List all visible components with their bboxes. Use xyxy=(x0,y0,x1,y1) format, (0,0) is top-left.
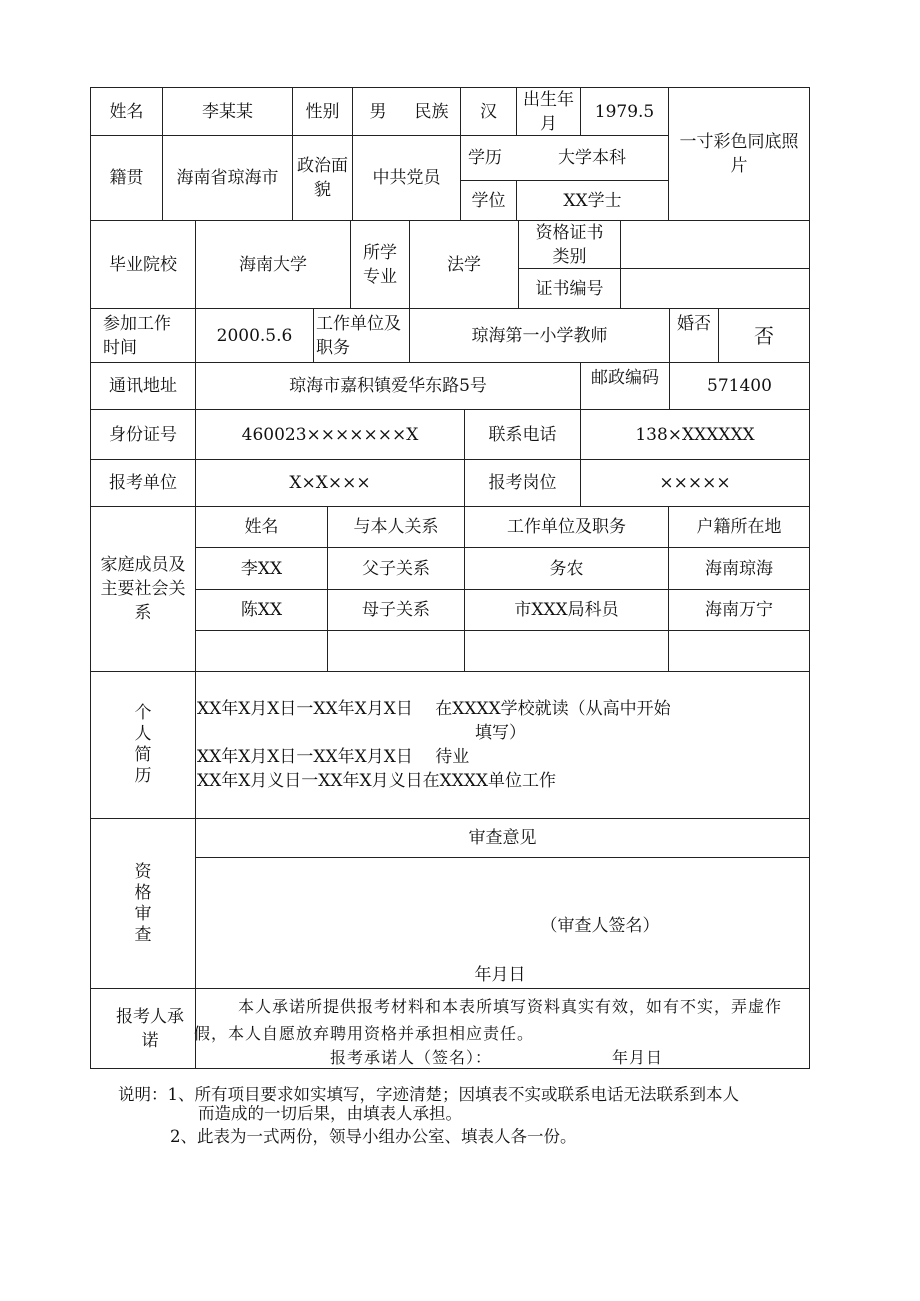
pledge-signer: 报考承诺人（签名）： xyxy=(330,1048,493,1067)
birth-value[interactable]: 1979.5 xyxy=(594,101,655,122)
pledge-signature-line[interactable] xyxy=(330,1045,663,1068)
major-value[interactable]: 法学 xyxy=(447,254,481,275)
education-label: 学历 xyxy=(468,148,502,168)
unit-value[interactable]: X×X××× xyxy=(289,473,371,493)
id-value[interactable]: 460023×××××××X xyxy=(241,424,419,445)
pledge-date: 年月日 xyxy=(612,1048,664,1067)
postal-label: 邮政编码 xyxy=(591,368,659,388)
review-title: 审查意见 xyxy=(468,828,537,848)
ethnicity-label: 民族 xyxy=(414,101,449,122)
degree-value[interactable]: XX学士 xyxy=(563,190,622,211)
employer-value[interactable]: 琼海第一小学教师 xyxy=(471,325,608,346)
resume-label: 个人简历 xyxy=(134,703,152,786)
resume-line-3: XX年X月义日一XX年X月义日在XXXX单位工作 xyxy=(197,771,557,791)
name-label: 姓名 xyxy=(109,101,144,122)
political-value[interactable]: 中共党员 xyxy=(372,168,441,188)
family-header-name: 姓名 xyxy=(244,517,279,537)
education-value[interactable]: 大学本科 xyxy=(558,148,626,168)
married-value[interactable]: 否 xyxy=(754,323,774,348)
address-value[interactable]: 琼海市嘉积镇爱华东路5号 xyxy=(289,376,487,396)
id-label: 身份证号 xyxy=(109,424,177,445)
native-value[interactable]: 海南省琼海市 xyxy=(176,168,279,188)
cert-no-value[interactable] xyxy=(621,269,809,308)
family-row-1-name[interactable]: 李XX xyxy=(240,558,283,579)
gender-value[interactable]: 男 xyxy=(369,101,387,122)
birth-label: 出生年月 xyxy=(523,89,574,134)
family-row-2-employer[interactable]: 市XXX局科员 xyxy=(514,600,619,620)
married-label: 婚否 xyxy=(677,314,711,334)
photo-placeholder[interactable]: 一寸彩色同底照片 xyxy=(679,132,799,176)
cert-no-label: 证书编号 xyxy=(535,278,604,299)
school-value[interactable]: 海南大学 xyxy=(239,254,307,275)
degree-label: 学位 xyxy=(471,190,506,211)
resume-content[interactable] xyxy=(197,697,797,793)
school-label: 毕业院校 xyxy=(109,254,177,275)
unit-label: 报考单位 xyxy=(109,473,177,493)
cert-type-label: 资格证书类别 xyxy=(535,222,604,267)
note-1-cont: 而造成的一切后果，由填表人承担。 xyxy=(198,1104,462,1123)
work-start-label: 参加工作时间 xyxy=(103,313,171,358)
review-label: 资格审查 xyxy=(134,862,152,945)
post-value[interactable]: ××××× xyxy=(659,473,731,493)
family-row-2-residence[interactable]: 海南万宁 xyxy=(705,600,773,620)
family-row-1-relation[interactable]: 父子关系 xyxy=(362,558,430,579)
family-row-1-employer[interactable]: 务农 xyxy=(549,558,584,579)
family-header-residence: 户籍所在地 xyxy=(696,517,782,537)
post-label: 报考岗位 xyxy=(488,473,557,493)
pledge-text: 本人承诺所提供报考材料和本表所填写资料真实有效，如有不实，弄虚作假，本人自愿放弃聘用资格并承担相应责任。 xyxy=(194,997,783,1043)
note-2: 2、此表为一式两份，领导小组办公室、填表人各一份。 xyxy=(170,1127,577,1146)
family-row-3-residence[interactable] xyxy=(669,631,809,671)
phone-value[interactable]: 138×XXXXXX xyxy=(635,424,755,445)
family-header-relation: 与本人关系 xyxy=(353,517,439,537)
work-start-value[interactable]: 2000.5.6 xyxy=(216,325,293,346)
family-row-3-employer[interactable] xyxy=(465,631,668,671)
family-header-employer: 工作单位及职务 xyxy=(507,517,626,537)
note-1: 说明：1、所有项目要求如实填写，字迹清楚；因填表不实或联系电话无法联系到本人 xyxy=(118,1085,739,1104)
family-row-3-name[interactable] xyxy=(196,631,327,671)
address-label: 通讯地址 xyxy=(109,376,177,396)
cert-type-value[interactable] xyxy=(621,221,809,268)
resume-line-1-cont: 填写） xyxy=(475,723,526,743)
family-row-3-relation[interactable] xyxy=(328,631,464,671)
review-date: 年月日 xyxy=(474,965,526,985)
family-row-1-residence[interactable]: 海南琼海 xyxy=(705,558,773,579)
resume-line-2: XX年X月X日一XX年X月X日 待业 xyxy=(197,747,470,767)
employer-label: 工作单位及职务 xyxy=(316,313,401,358)
ethnicity-value[interactable]: 汉 xyxy=(480,101,497,122)
pledge-label: 报考人承诺 xyxy=(116,1007,184,1051)
resume-line-1: XX年X月X日一XX年X月X日 在XXXX学校就读（从高中开始 xyxy=(197,699,671,719)
postal-value[interactable]: 571400 xyxy=(707,376,772,396)
major-label: 所学专业 xyxy=(363,242,397,287)
name-value[interactable]: 李某某 xyxy=(202,101,253,122)
form-notes xyxy=(118,1085,818,1146)
gender-label: 性别 xyxy=(305,101,340,122)
phone-label: 联系电话 xyxy=(488,424,557,445)
native-label: 籍贯 xyxy=(109,168,144,188)
family-row-2-name[interactable]: 陈XX xyxy=(240,600,283,620)
political-label: 政治面貌 xyxy=(297,156,348,200)
review-signer: （审查人签名） xyxy=(540,916,660,936)
family-label: 家庭成员及主要社会关系 xyxy=(100,555,186,623)
family-row-2-relation[interactable]: 母子关系 xyxy=(362,600,430,620)
